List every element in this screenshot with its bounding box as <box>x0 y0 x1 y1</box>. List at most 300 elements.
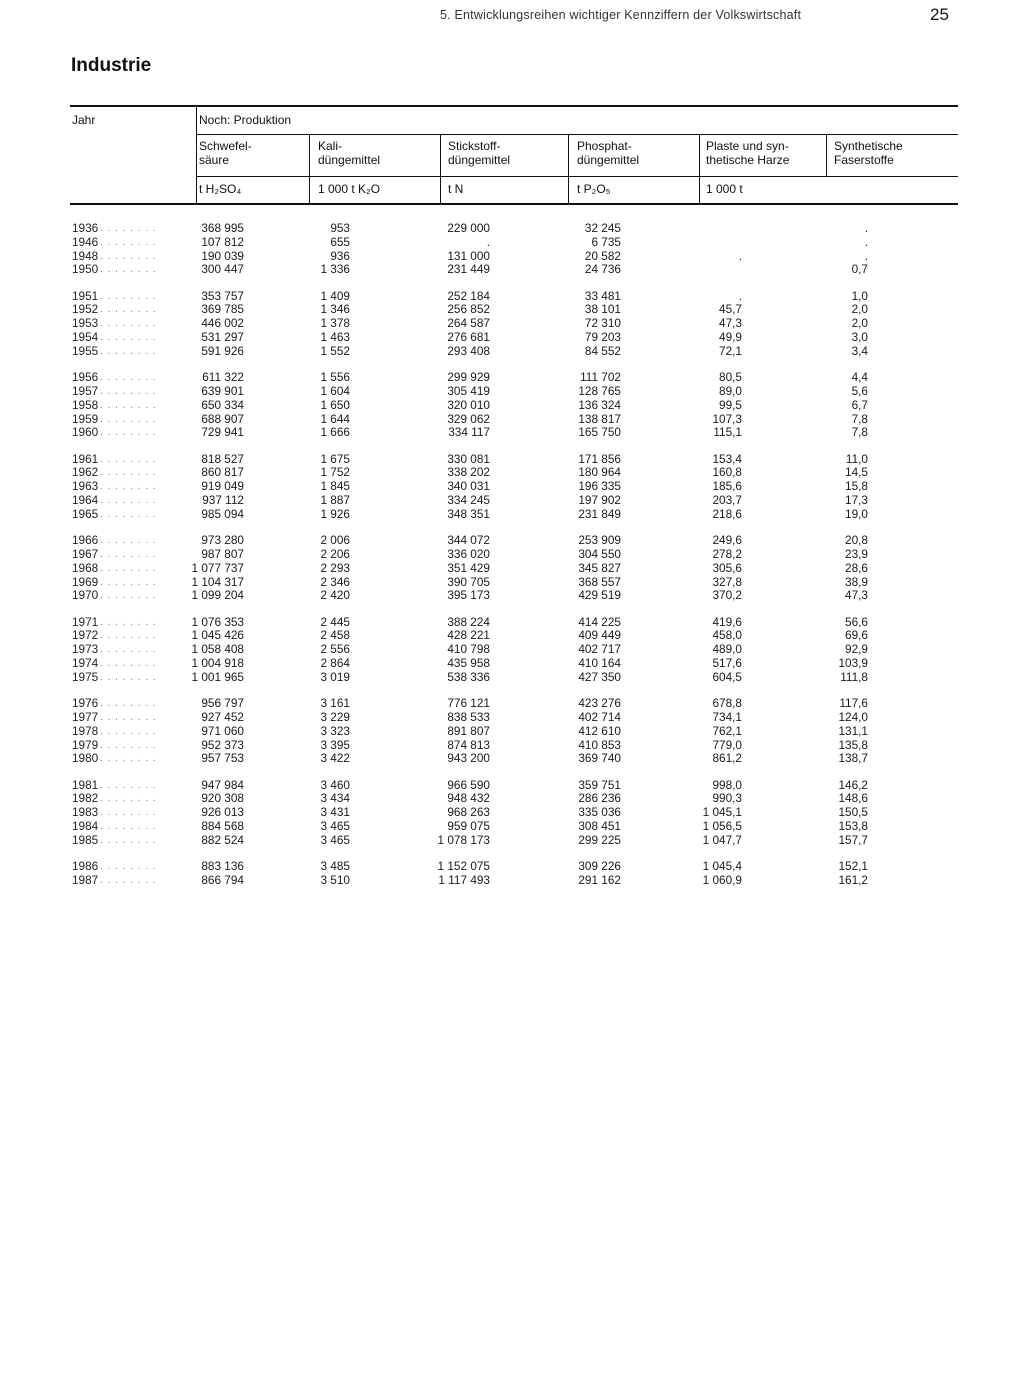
phosphatduengemittel-value: 197 902 <box>578 493 621 508</box>
leader-dots: . . . . . . . . <box>100 753 157 765</box>
plaste-harze-value: 517,6 <box>712 656 742 671</box>
col5-label-line1: Plaste und syn- <box>706 139 789 153</box>
plaste-harze-value: 779,0 <box>712 737 742 752</box>
stickstoffduengemittel-value: 959 075 <box>447 818 490 833</box>
phosphatduengemittel-value: 409 449 <box>578 628 621 643</box>
schwefelsaeure-value: 531 297 <box>201 330 244 345</box>
col4-label-line2: düngemittel <box>577 153 640 167</box>
schwefelsaeure-value: 920 308 <box>201 791 244 806</box>
plaste-harze-value: 678,8 <box>712 696 742 711</box>
table-row <box>0 874 1024 888</box>
stickstoffduengemittel-value: 351 429 <box>447 560 490 575</box>
table-row <box>0 250 1024 264</box>
year-cell: 1956 <box>72 370 99 385</box>
col5-label-line2: thetische Harze <box>706 153 790 167</box>
table-row <box>0 263 1024 277</box>
stickstoffduengemittel-value: 348 351 <box>447 506 490 521</box>
schwefelsaeure-value: 369 785 <box>201 302 244 317</box>
kaliduengemittel-value: 1 675 <box>320 451 350 466</box>
phosphatduengemittel-value: 414 225 <box>578 614 621 629</box>
stickstoffduengemittel-value: 334 117 <box>448 425 490 440</box>
year-group <box>0 779 1024 848</box>
phosphatduengemittel-value: 196 335 <box>578 479 621 494</box>
stickstoffduengemittel-value: 330 081 <box>447 451 490 466</box>
kaliduengemittel-value: 3 019 <box>320 669 350 684</box>
table-row <box>0 331 1024 345</box>
synthetische-faserstoffe-value: 4,4 <box>851 370 868 385</box>
phosphatduengemittel-value: 335 036 <box>578 805 621 820</box>
schwefelsaeure-value: 368 995 <box>201 221 244 235</box>
stickstoffduengemittel-value: 320 010 <box>447 397 490 412</box>
kaliduengemittel-value: 1 409 <box>320 288 350 303</box>
stickstoffduengemittel-value: 948 432 <box>447 791 490 806</box>
year-group <box>0 616 1024 685</box>
year-cell: 1982 <box>72 791 99 806</box>
plaste-harze-value: 327,8 <box>712 574 742 589</box>
year-group <box>0 860 1024 888</box>
stickstoffduengemittel-value: 329 062 <box>447 411 490 426</box>
phosphatduengemittel-value: 128 765 <box>578 383 621 398</box>
plaste-harze-value: 89,0 <box>719 383 742 398</box>
year-cell: 1968 <box>72 560 99 575</box>
plaste-harze-value: 604,5 <box>712 669 742 684</box>
plaste-harze-value: 370,2 <box>712 588 742 603</box>
table-row <box>0 426 1024 440</box>
table-row <box>0 303 1024 317</box>
phosphatduengemittel-value: 369 740 <box>578 751 621 766</box>
page-header <box>0 5 1024 28</box>
kaliduengemittel-value: 1 463 <box>320 330 350 345</box>
synthetische-faserstoffe-value: 131,1 <box>838 723 868 738</box>
year-cell: 1980 <box>72 751 99 766</box>
stickstoffduengemittel-value: 340 031 <box>447 479 490 494</box>
stickstoffduengemittel-value: 252 184 <box>447 288 490 303</box>
year-group <box>0 371 1024 440</box>
kaliduengemittel-value: 2 864 <box>320 656 350 671</box>
kaliduengemittel-value: 2 006 <box>320 533 350 548</box>
column-divider-2 <box>440 134 441 203</box>
plaste-harze-value: 458,0 <box>712 628 742 643</box>
plaste-harze-value: 47,3 <box>719 316 742 331</box>
schwefelsaeure-value: 947 984 <box>201 777 244 792</box>
table-row <box>0 643 1024 657</box>
leader-dots: . . . . . . . . <box>100 671 157 683</box>
synthetische-faserstoffe-value: 124,0 <box>838 709 868 724</box>
schwefelsaeure-value: 1 058 408 <box>191 642 244 657</box>
table-row <box>0 385 1024 399</box>
table-row <box>0 399 1024 413</box>
col2-label-line2: düngemittel <box>318 153 381 167</box>
table-row <box>0 548 1024 562</box>
synthetische-faserstoffe-value: 15,8 <box>845 479 868 494</box>
plaste-harze-value: 115,1 <box>713 425 742 440</box>
plaste-harze-value: 45,7 <box>719 302 742 317</box>
plaste-harze-value: 153,4 <box>712 451 742 466</box>
schwefelsaeure-value: 300 447 <box>201 262 244 277</box>
kaliduengemittel-value: 1 752 <box>320 465 350 480</box>
schwefelsaeure-value: 971 060 <box>201 723 244 738</box>
schwefelsaeure-value: 987 807 <box>201 546 244 561</box>
table-row <box>0 534 1024 548</box>
plaste-harze-value: 1 056,5 <box>702 818 742 833</box>
plaste-harze-value: 249,6 <box>712 533 742 548</box>
phosphatduengemittel-value: 402 714 <box>578 709 621 724</box>
table-row <box>0 290 1024 304</box>
phosphatduengemittel-value: 20 582 <box>584 248 621 263</box>
synthetische-faserstoffe-value: 56,6 <box>845 614 868 629</box>
kaliduengemittel-value: 1 845 <box>320 479 350 494</box>
synthetische-faserstoffe-value: 17,3 <box>845 493 868 508</box>
stickstoffduengemittel-value: 410 798 <box>447 642 490 657</box>
year-cell: 1965 <box>72 506 99 521</box>
kaliduengemittel-value: 3 510 <box>320 872 350 887</box>
kaliduengemittel-value: 2 206 <box>320 546 350 561</box>
kaliduengemittel-value: 1 666 <box>320 425 350 440</box>
kaliduengemittel-value: 1 887 <box>320 493 350 508</box>
synthetische-faserstoffe-value: 5,6 <box>851 383 868 398</box>
table-row <box>0 466 1024 480</box>
phosphatduengemittel-value: 6 735 <box>591 234 621 249</box>
col2-label-line1: Kali- <box>318 139 343 153</box>
leader-dots: . . . . . . . . <box>100 779 157 791</box>
table-row <box>0 629 1024 643</box>
stickstoffduengemittel-value: 338 202 <box>447 465 490 480</box>
kaliduengemittel-value: 2 293 <box>320 560 350 575</box>
leader-dots: . . . . . . . . <box>100 223 157 234</box>
schwefelsaeure-value: 957 753 <box>201 751 244 766</box>
stickstoffduengemittel-value: . <box>486 234 490 249</box>
year-cell: 1954 <box>72 330 99 345</box>
phosphatduengemittel-value: 84 552 <box>584 343 621 358</box>
column-divider-1 <box>309 134 310 203</box>
plaste-harze-value: 489,0 <box>712 642 742 657</box>
synthetische-faserstoffe-value: 47,3 <box>845 588 868 603</box>
plaste-harze-value: 305,6 <box>712 560 742 575</box>
leader-dots: . . . . . . . . <box>100 698 157 710</box>
leader-dots: . . . . . . . . <box>100 345 157 357</box>
year-cell: 1961 <box>72 451 99 466</box>
plaste-harze-value: . <box>738 248 742 263</box>
synthetische-faserstoffe-value: 146,2 <box>838 777 868 792</box>
kaliduengemittel-value: 1 644 <box>320 411 350 426</box>
synthetische-faserstoffe-value: . <box>864 221 868 235</box>
kaliduengemittel-value: 1 604 <box>320 383 350 398</box>
stickstoffduengemittel-value: 891 807 <box>447 723 490 738</box>
leader-dots: . . . . . . . . <box>100 385 157 397</box>
phosphatduengemittel-value: 410 853 <box>578 737 621 752</box>
stickstoffduengemittel-value: 435 958 <box>447 656 490 671</box>
table-row <box>0 317 1024 331</box>
year-cell: 1946 <box>72 234 99 249</box>
phosphatduengemittel-value: 136 324 <box>578 397 621 412</box>
col1-label-line2: säure <box>199 153 230 167</box>
leader-dots: . . . . . . . . <box>100 318 157 330</box>
schwefelsaeure-value: 591 926 <box>201 343 244 358</box>
stickstoffduengemittel-value: 390 705 <box>447 574 490 589</box>
year-column-divider <box>196 107 197 203</box>
synthetische-faserstoffe-value: 23,9 <box>845 546 868 561</box>
page-number: 25 <box>930 5 949 24</box>
phosphatduengemittel-value: 368 557 <box>578 574 621 589</box>
schwefelsaeure-value: 884 568 <box>201 818 244 833</box>
kaliduengemittel-value: 3 161 <box>320 696 350 711</box>
kaliduengemittel-value: 3 460 <box>320 777 350 792</box>
schwefelsaeure-value: 688 907 <box>201 411 244 426</box>
phosphatduengemittel-value: 299 225 <box>578 832 621 847</box>
leader-dots: . . . . . . . . <box>100 250 157 262</box>
kaliduengemittel-value: 655 <box>330 234 350 249</box>
table-row <box>0 508 1024 522</box>
table-row <box>0 616 1024 630</box>
synthetische-faserstoffe-value: 38,9 <box>845 574 868 589</box>
year-cell: 1966 <box>72 533 99 548</box>
leader-dots: . . . . . . . . <box>100 562 157 574</box>
phosphatduengemittel-value: 231 849 <box>578 506 621 521</box>
leader-dots: . . . . . . . . <box>100 834 157 846</box>
year-cell: 1984 <box>72 818 99 833</box>
year-cell: 1955 <box>72 343 99 358</box>
schwefelsaeure-value: 973 280 <box>201 533 244 548</box>
synthetische-faserstoffe-value: 69,6 <box>845 628 868 643</box>
phosphatduengemittel-value: 402 717 <box>578 642 621 657</box>
kaliduengemittel-value: 3 395 <box>320 737 350 752</box>
phosphatduengemittel-value: 309 226 <box>578 859 621 874</box>
table-row <box>0 222 1024 236</box>
table-row <box>0 236 1024 250</box>
year-group <box>0 290 1024 359</box>
year-group <box>0 453 1024 522</box>
plaste-harze-value: 72,1 <box>719 343 742 358</box>
table-row <box>0 671 1024 685</box>
kaliduengemittel-value: 3 485 <box>320 859 350 874</box>
phosphatduengemittel-value: 79 203 <box>584 330 621 345</box>
kaliduengemittel-value: 1 650 <box>320 397 350 412</box>
column-divider-3 <box>568 134 569 203</box>
kaliduengemittel-value: 1 556 <box>320 370 350 385</box>
year-cell: 1953 <box>72 316 99 331</box>
kaliduengemittel-value: 2 556 <box>320 642 350 657</box>
synthetische-faserstoffe-value: 3,0 <box>851 330 868 345</box>
leader-dots: . . . . . . . . <box>100 861 157 873</box>
plaste-harze-value: 1 047,7 <box>702 832 742 847</box>
synthetische-faserstoffe-value: 7,8 <box>851 425 868 440</box>
stickstoffduengemittel-value: 968 263 <box>447 805 490 820</box>
leader-dots: . . . . . . . . <box>100 576 157 588</box>
year-cell: 1983 <box>72 805 99 820</box>
leader-dots: . . . . . . . . <box>100 644 157 656</box>
table-row <box>0 453 1024 467</box>
synthetische-faserstoffe-value: 3,4 <box>851 343 868 358</box>
table-body <box>0 222 1024 900</box>
leader-dots: . . . . . . . . <box>100 290 157 302</box>
kaliduengemittel-value: 2 346 <box>320 574 350 589</box>
leader-dots: . . . . . . . . <box>100 630 157 642</box>
stickstoffduengemittel-value: 264 587 <box>447 316 490 331</box>
leader-dots: . . . . . . . . <box>100 399 157 411</box>
phosphatduengemittel-value: 72 310 <box>584 316 621 331</box>
stickstoffduengemittel-value: 428 221 <box>447 628 490 643</box>
schwefelsaeure-value: 866 794 <box>201 872 244 887</box>
stickstoffduengemittel-value: 1 152 075 <box>437 859 490 874</box>
table-row <box>0 345 1024 359</box>
col3-unit: t N <box>448 182 464 196</box>
kaliduengemittel-value: 3 323 <box>320 723 350 738</box>
schwefelsaeure-value: 1 076 353 <box>191 614 244 629</box>
plaste-harze-value: 1 045,1 <box>702 805 742 820</box>
table-row <box>0 589 1024 603</box>
schwefelsaeure-value: 1 004 918 <box>191 656 244 671</box>
phosphatduengemittel-value: 138 817 <box>578 411 621 426</box>
schwefelsaeure-value: 353 757 <box>201 288 244 303</box>
synthetische-faserstoffe-value: 11,0 <box>845 451 868 466</box>
kaliduengemittel-value: 1 336 <box>320 262 350 277</box>
synthetische-faserstoffe-value: 20,8 <box>845 533 868 548</box>
kaliduengemittel-value: 3 422 <box>320 751 350 766</box>
schwefelsaeure-value: 919 049 <box>201 479 244 494</box>
year-cell: 1967 <box>72 546 99 561</box>
synthetische-faserstoffe-value: 2,0 <box>851 302 868 317</box>
leader-dots: . . . . . . . . <box>100 658 157 670</box>
stickstoffduengemittel-value: 874 813 <box>447 737 490 752</box>
schwefelsaeure-value: 818 527 <box>201 451 244 466</box>
schwefelsaeure-value: 882 524 <box>201 832 244 847</box>
table-row <box>0 371 1024 385</box>
schwefelsaeure-value: 1 077 737 <box>191 560 244 575</box>
phosphatduengemittel-value: 308 451 <box>578 818 621 833</box>
stickstoffduengemittel-value: 305 419 <box>447 383 490 398</box>
plaste-harze-value: 160,8 <box>712 465 742 480</box>
phosphatduengemittel-value: 304 550 <box>578 546 621 561</box>
schwefelsaeure-value: 190 039 <box>201 248 244 263</box>
kaliduengemittel-value: 3 465 <box>320 818 350 833</box>
table-row <box>0 792 1024 806</box>
kaliduengemittel-value: 3 434 <box>320 791 350 806</box>
kaliduengemittel-value: 1 926 <box>320 506 350 521</box>
year-header: Jahr <box>72 113 96 127</box>
col6-label-line1: Synthetische <box>834 139 903 153</box>
plaste-harze-value: . <box>738 288 742 303</box>
col3-label-line1: Stickstoff- <box>448 139 501 153</box>
leader-dots: . . . . . . . . <box>100 590 157 602</box>
year-group <box>0 534 1024 603</box>
kaliduengemittel-value: 2 445 <box>320 614 350 629</box>
schwefelsaeure-value: 927 452 <box>201 709 244 724</box>
leader-dots: . . . . . . . . <box>100 304 157 316</box>
col4-unit: t P₂O₅ <box>577 182 611 196</box>
kaliduengemittel-value: 3 431 <box>320 805 350 820</box>
year-cell: 1985 <box>72 832 99 847</box>
phosphatduengemittel-value: 33 481 <box>584 288 621 303</box>
table-row <box>0 657 1024 671</box>
plaste-harze-value: 218,6 <box>712 506 742 521</box>
year-cell: 1973 <box>72 642 99 657</box>
synthetische-faserstoffe-value: 1,0 <box>851 288 868 303</box>
schwefelsaeure-value: 611 322 <box>202 370 244 385</box>
leader-dots: . . . . . . . . <box>100 332 157 344</box>
kaliduengemittel-value: 936 <box>330 248 350 263</box>
year-group <box>0 222 1024 277</box>
col5-unit: 1 000 t <box>706 182 743 196</box>
section-title: Industrie <box>71 55 152 76</box>
stickstoffduengemittel-value: 229 000 <box>447 221 490 235</box>
phosphatduengemittel-value: 427 350 <box>578 669 621 684</box>
running-title: 5. Entwicklungsreihen wichtiger Kennziffern der Volkswirtschaft <box>440 8 802 22</box>
plaste-harze-value: 49,9 <box>719 330 742 345</box>
leader-dots: . . . . . . . . <box>100 508 157 520</box>
col1-unit: t H₂SO₄ <box>199 182 242 196</box>
synthetische-faserstoffe-value: 157,7 <box>838 832 868 847</box>
stickstoffduengemittel-value: 838 533 <box>447 709 490 724</box>
synthetische-faserstoffe-value: 111,8 <box>840 669 868 684</box>
schwefelsaeure-value: 639 901 <box>201 383 244 398</box>
plaste-harze-value: 762,1 <box>712 723 742 738</box>
stickstoffduengemittel-value: 256 852 <box>447 302 490 317</box>
group-header-rule <box>196 134 958 135</box>
stickstoffduengemittel-value: 336 020 <box>447 546 490 561</box>
kaliduengemittel-value: 2 420 <box>320 588 350 603</box>
leader-dots: . . . . . . . . <box>100 467 157 479</box>
phosphatduengemittel-value: 412 610 <box>578 723 621 738</box>
synthetische-faserstoffe-value: 153,8 <box>838 818 868 833</box>
plaste-harze-value: 990,3 <box>712 791 742 806</box>
synthetische-faserstoffe-value: 117,6 <box>839 696 868 711</box>
stickstoffduengemittel-value: 966 590 <box>447 777 490 792</box>
schwefelsaeure-value: 926 013 <box>201 805 244 820</box>
column-divider-4 <box>699 134 700 203</box>
year-cell: 1987 <box>72 872 99 887</box>
synthetische-faserstoffe-value: . <box>864 234 868 249</box>
synthetische-faserstoffe-value: 148,6 <box>838 791 868 806</box>
leader-dots: . . . . . . . . <box>100 495 157 507</box>
table-row <box>0 576 1024 590</box>
phosphatduengemittel-value: 253 909 <box>578 533 621 548</box>
year-cell: 1948 <box>72 248 99 263</box>
year-cell: 1971 <box>72 614 99 629</box>
stickstoffduengemittel-value: 776 121 <box>447 696 490 711</box>
year-cell: 1963 <box>72 479 99 494</box>
year-cell: 1981 <box>72 777 99 792</box>
year-cell: 1952 <box>72 302 99 317</box>
kaliduengemittel-value: 1 346 <box>320 302 350 317</box>
stickstoffduengemittel-value: 388 224 <box>447 614 490 629</box>
leader-dots: . . . . . . . . <box>100 807 157 819</box>
plaste-harze-value: 861,2 <box>712 751 742 766</box>
year-cell: 1958 <box>72 397 99 412</box>
leader-dots: . . . . . . . . <box>100 453 157 465</box>
plaste-harze-value: 99,5 <box>719 397 742 412</box>
stickstoffduengemittel-value: 131 000 <box>447 248 490 263</box>
plaste-harze-value: 185,6 <box>712 479 742 494</box>
leader-dots: . . . . . . . . <box>100 725 157 737</box>
phosphatduengemittel-value: 180 964 <box>578 465 621 480</box>
table-row <box>0 739 1024 753</box>
table-top-rule <box>70 105 958 107</box>
synthetische-faserstoffe-value: 6,7 <box>851 397 868 412</box>
year-cell: 1960 <box>72 425 99 440</box>
plaste-harze-value: 203,7 <box>712 493 742 508</box>
table-row <box>0 413 1024 427</box>
synthetische-faserstoffe-value: 152,1 <box>838 859 868 874</box>
phosphatduengemittel-value: 423 276 <box>578 696 621 711</box>
year-cell: 1972 <box>72 628 99 643</box>
plaste-harze-value: 278,2 <box>712 546 742 561</box>
table-row <box>0 834 1024 848</box>
table-row <box>0 779 1024 793</box>
synthetische-faserstoffe-value: . <box>864 248 868 263</box>
kaliduengemittel-value: 1 552 <box>320 343 350 358</box>
phosphatduengemittel-value: 165 750 <box>578 425 621 440</box>
phosphatduengemittel-value: 38 101 <box>584 302 621 317</box>
